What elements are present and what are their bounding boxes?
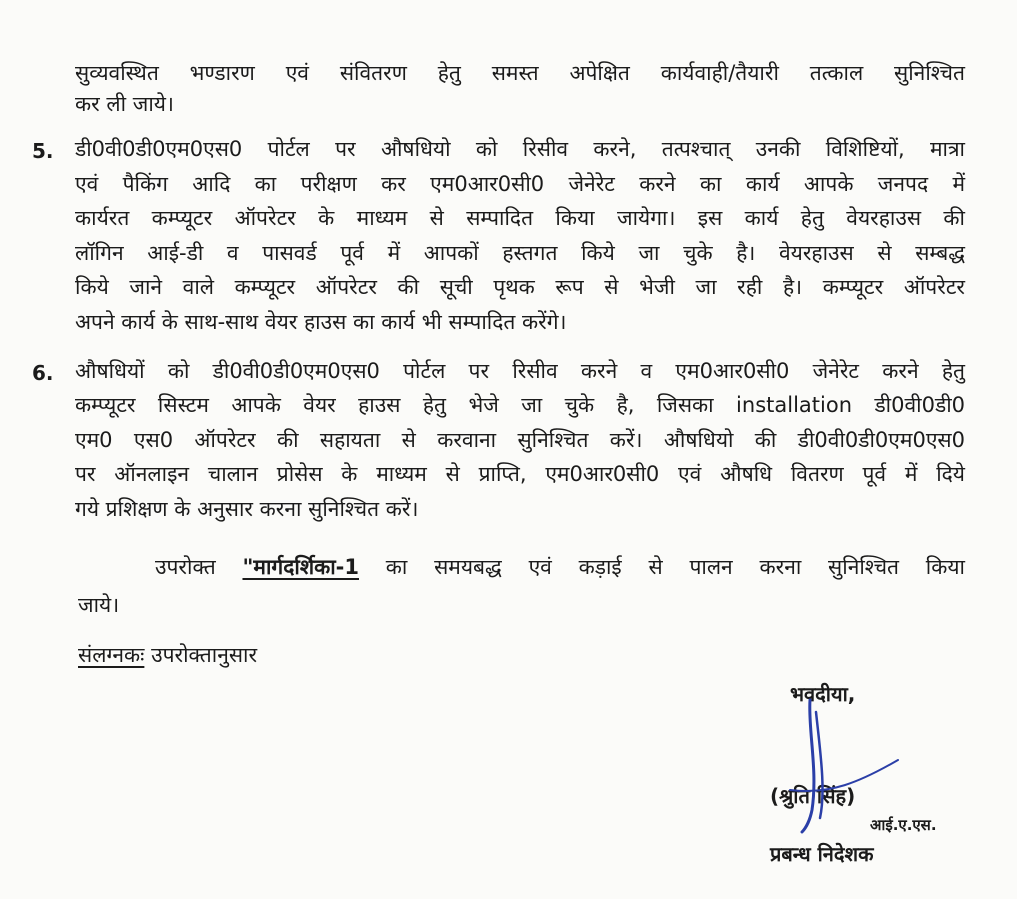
signatory-name: (श्रुति सिंह) <box>770 784 856 808</box>
intro-line-1: सुव्यवस्थित भण्डारण एवं संवितरण हेतु समस्त अपेक्षित कार्यवाही/तैयारी तत्काल सुनिश्चित <box>75 61 965 85</box>
point-6-line-3: एम0 एस0 ऑपरेटर की सहायता से करवाना सुनिश्चित करें। औषधियो की डी0वी0डी0एम0एस0 <box>75 428 965 452</box>
intro-line-2: कर ली जाये। <box>75 92 174 116</box>
point-5-line-5: किये जाने वाले कम्प्यूटर ऑपरेटर की सूची पृथक रूप से भेजी जा रही है। कम्प्यूटर ऑपरेटर <box>75 275 965 299</box>
point-5-line-3: कार्यरत कम्प्यूटर ऑपरेटर के माध्यम से सम्पादित किया जायेगा। इस कार्य हेतु वेयरहाउस की <box>75 206 965 230</box>
enclosure-label: संलग्नकः <box>78 643 145 667</box>
point-6-line-2: कम्प्यूटर सिस्टम आपके वेयर हाउस हेतु भेजे जा चुके है, जिसका installation डी0वी0डी0 <box>75 393 965 417</box>
point-5-line-4: लॉगिन आई-डी व पासवर्ड पूर्व में आपकों हस्तगत किये जा चुके है। वेयरहाउस से सम्बद्ध <box>75 241 965 265</box>
enclosure-line <box>78 640 257 670</box>
point-6-number: 6. <box>32 361 54 385</box>
closing-suffix: का समयबद्ध एवं कड़ाई से पालन करना सुनिश्चित किया <box>385 555 965 579</box>
point-5-line-2: एवं पैकिंग आदि का परीक्षण कर एम0आर0सी0 जेनेरेट करने का कार्य आपके जनपद में <box>75 172 965 196</box>
point-6-line-5: गये प्रशिक्षण के अनुसार करना सुनिश्चित करें। <box>75 497 419 521</box>
closing-prefix: उपरोक्त <box>155 555 216 579</box>
enclosure-text: उपरोक्तानुसार <box>151 643 258 667</box>
point-5-line-1: डी0वी0डी0एम0एस0 पोर्टल पर औषधियो को रिसीव करने, तत्पश्चात् उनकी विशिष्टियों, मात्रा <box>75 137 965 161</box>
closing-line-2: जाये। <box>78 593 120 617</box>
guideline-reference: "मार्गदर्शिका-1 <box>242 555 359 579</box>
salutation: भवदीया, <box>790 682 856 706</box>
signatory-designation: प्रबन्ध निदेशक <box>770 842 874 866</box>
closing-line-1 <box>155 552 965 582</box>
point-6-line-4: पर ऑनलाइन चालान प्रोसेस के माध्यम से प्राप्ति, एम0आर0सी0 एवं औषधि वितरण पूर्व में दिये <box>75 462 965 486</box>
signatory-service: आई.ए.एस. <box>870 816 937 834</box>
point-5-line-6: अपने कार्य के साथ-साथ वेयर हाउस का कार्य भी सम्पादित करेंगे। <box>75 310 567 334</box>
handwritten-signature-mark <box>780 690 910 840</box>
point-6-line-1: औषधियों को डी0वी0डी0एम0एस0 पोर्टल पर रिसीव करने व एम0आर0सी0 जेनेरेट करने हेतु <box>75 359 965 383</box>
point-5-number: 5. <box>32 139 54 163</box>
